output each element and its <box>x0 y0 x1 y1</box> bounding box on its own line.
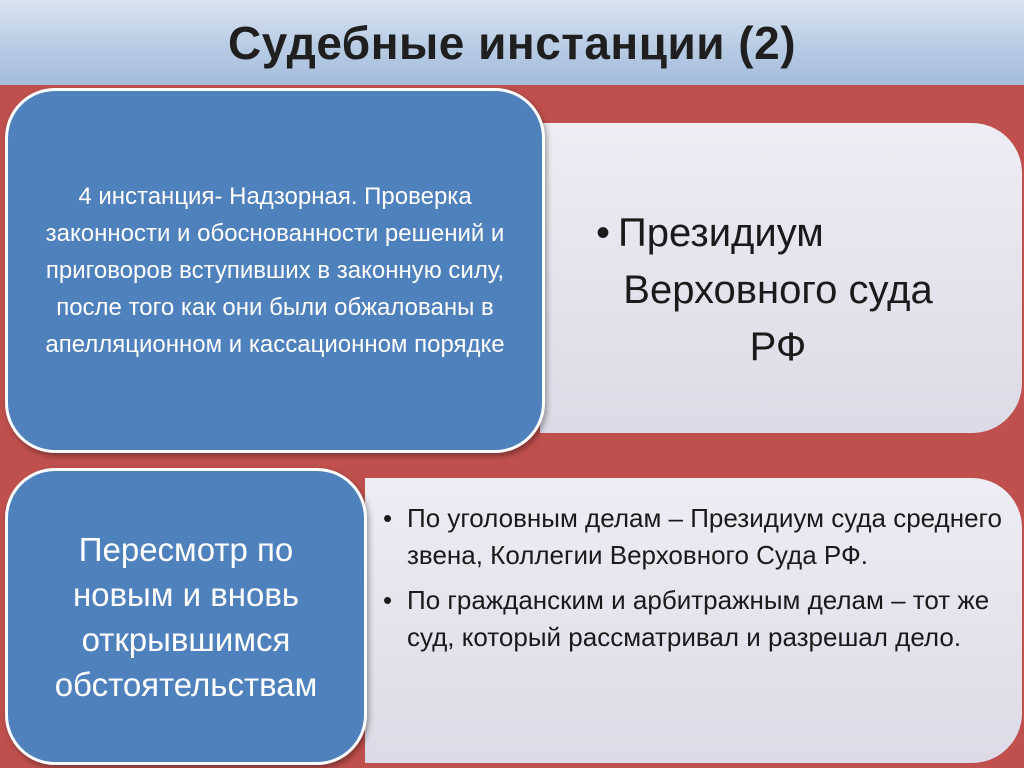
presidium-box <box>540 123 1022 433</box>
review-text: Пересмотр по новым и вновь открывшимся обстоятельствам <box>54 530 318 703</box>
title-bar <box>0 0 1024 85</box>
supervisory-instance-box <box>5 88 545 453</box>
bullet-icon: • <box>383 503 393 533</box>
presidium-bullet-item <box>596 205 998 376</box>
review-details-list <box>383 500 1003 664</box>
review-box <box>5 468 367 765</box>
review-details-box <box>365 478 1022 763</box>
supervisory-instance-text: 4 инстанция- Надзорная. Проверка законности и обоснованности решений и приговоров вступивших в законную силу, после того как они были обжалованы в апелляционном и кассационном порядке <box>45 183 505 358</box>
slide-title: Судебные инстанции (2) <box>227 16 797 69</box>
list-item <box>383 500 1003 574</box>
bullet-icon: • <box>383 585 393 615</box>
presidium-line-3: РФ <box>749 325 807 369</box>
list-item-text: По гражданским и арбитражным делам – тот же суд, который рассматривал и разрешал дело. <box>407 585 990 652</box>
list-item <box>383 582 1003 656</box>
bullet-icon: • <box>596 211 611 255</box>
presidium-line-1: Президиум <box>618 211 824 255</box>
list-item-text: По уголовным делам – Президиум суда среднего звена, Коллегии Верховного Суда РФ. <box>407 503 1002 570</box>
presidium-line-2: Верховного суда <box>623 268 933 312</box>
